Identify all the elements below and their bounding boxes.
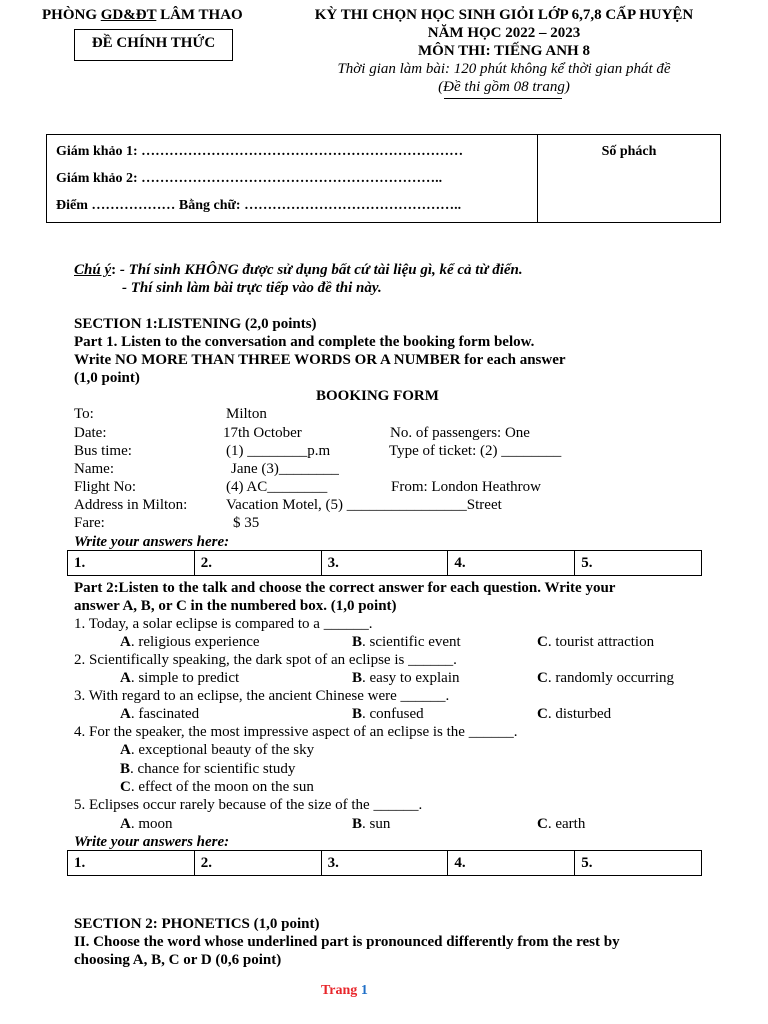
official-box: [74, 29, 233, 61]
page-footer: [321, 982, 368, 1000]
section2-instruction-2: choosing A, B, C or D (0,6 point): [74, 952, 282, 968]
q3-option-c: C. disturbed: [537, 706, 612, 722]
q1-option-a: A. religious experience: [120, 634, 260, 650]
form-address-value: Vacation Motel, (5) ________________Street: [226, 497, 502, 513]
option-text: confused: [369, 706, 424, 722]
q4-option-c: C. effect of the moon on the sun: [120, 779, 314, 795]
part2-instruction-2: answer A, B, or C in the numbered box. (1,0 point): [74, 598, 397, 614]
answer-cell[interactable]: 4.: [448, 851, 575, 876]
page-count: (Đề thi gồm 08 trang): [438, 79, 570, 95]
answer-cell[interactable]: 3.: [321, 851, 448, 876]
form-name-value: Jane (3)________: [231, 461, 339, 477]
subject: MÔN THI: TIẾNG ANH 8: [418, 43, 590, 59]
option-text: sun: [369, 816, 391, 832]
option-letter: B: [352, 634, 363, 650]
option-letter: C: [537, 816, 548, 832]
option-text: chance for scientific study: [137, 761, 296, 777]
form-flight-value: (4) AC________: [226, 479, 328, 495]
option-letter: B: [352, 816, 363, 832]
q5-option-b: B. sun: [352, 816, 391, 832]
answer-cell[interactable]: 5.: [575, 851, 702, 876]
q5-option-a: A. moon: [120, 816, 173, 832]
booking-form-title: BOOKING FORM: [316, 388, 439, 404]
part1-instruction-1: Part 1. Listen to the conversation and complete the booking form below.: [74, 334, 535, 350]
form-fare-value: $ 35: [233, 515, 260, 531]
option-text: fascinated: [138, 706, 200, 722]
option-letter: A: [120, 706, 131, 722]
form-to-value: Milton: [226, 406, 267, 422]
part1-write-here: Write your answers here:: [74, 534, 230, 550]
form-fare-label: Fare:: [74, 515, 105, 531]
examiner-box: [46, 134, 721, 223]
part1-instruction-3: (1,0 point): [74, 370, 140, 386]
option-text: tourist attraction: [555, 634, 655, 650]
option-text: randomly occurring: [555, 670, 675, 686]
q2-option-b: B. easy to explain: [352, 670, 460, 686]
form-passengers: No. of passengers: One: [390, 425, 530, 441]
form-name-label: Name:: [74, 461, 114, 477]
option-text: effect of the moon on the sun: [138, 779, 314, 795]
school-year: NĂM HỌC 2022 – 2023: [427, 25, 581, 41]
question-2: 2. Scientifically speaking, the dark spot of an eclipse is ______.: [74, 652, 457, 668]
form-bus-label: Bus time:: [74, 443, 132, 459]
answer-cell[interactable]: 2.: [194, 851, 321, 876]
option-letter: A: [120, 742, 131, 758]
option-letter: B: [352, 706, 363, 722]
form-flight-label: Flight No:: [74, 479, 137, 495]
q4-option-b: B. chance for scientific study: [120, 761, 296, 777]
note-line-1: [74, 261, 523, 279]
option-text: easy to explain: [369, 670, 460, 686]
so-phach-label: Số phách: [601, 144, 657, 159]
option-letter: C: [537, 670, 548, 686]
note-text-1: - Thí sinh KHÔNG được sử dụng bất cứ tài liệu gì, kể cả từ điển.: [119, 262, 523, 278]
option-letter: C: [120, 779, 131, 795]
option-text: scientific event: [369, 634, 461, 650]
question-4: 4. For the speaker, the most impressive aspect of an eclipse is the ______.: [74, 724, 518, 740]
section1-title: SECTION 1:LISTENING (2,0 points): [74, 316, 317, 332]
q2-option-a: A. simple to predict: [120, 670, 240, 686]
q4-option-a: A. exceptional beauty of the sky: [120, 742, 315, 758]
q1-option-b: B. scientific event: [352, 634, 461, 650]
question-5: 5. Eclipses occur rarely because of the size of the ______.: [74, 797, 423, 813]
option-letter: B: [352, 670, 363, 686]
option-text: simple to predict: [138, 670, 240, 686]
question-3: 3. With regard to an eclipse, the ancient Chinese were ______.: [74, 688, 450, 704]
department-name: PHÒNG GD&ĐT LÂM THAO: [42, 7, 243, 23]
answer-cell[interactable]: 2.: [194, 551, 321, 576]
form-from: From: London Heathrow: [391, 479, 541, 495]
option-letter: A: [120, 634, 131, 650]
footer-page-number: 1: [360, 983, 368, 998]
option-text: exceptional beauty of the sky: [138, 742, 315, 758]
option-letter: A: [120, 670, 131, 686]
answer-cell[interactable]: 5.: [575, 551, 702, 576]
note-text-2: - Thí sinh làm bài trực tiếp vào đề thi này.: [122, 280, 382, 296]
exam-time: Thời gian làm bài: 120 phút không kể thời gian phát đề: [337, 61, 671, 77]
answer-cell[interactable]: 3.: [321, 551, 448, 576]
q1-option-c: C. tourist attraction: [537, 634, 655, 650]
answer-cell[interactable]: 1.: [68, 851, 195, 876]
question-1: 1. Today, a solar eclipse is compared to a ______.: [74, 616, 373, 632]
form-ticket: Type of ticket: (2) ________: [389, 443, 562, 459]
part2-write-here: Write your answers here:: [74, 834, 230, 850]
option-letter: A: [120, 816, 131, 832]
form-date-value: 17th October: [223, 425, 302, 441]
option-text: moon: [138, 816, 173, 832]
form-date-label: Date:: [74, 425, 107, 441]
exam-title: KỲ THI CHỌN HỌC SINH GIỎI LỚP 6,7,8 CẤP HUYỆN: [314, 7, 694, 23]
section2-title: SECTION 2: PHONETICS (1,0 point): [74, 916, 320, 932]
official-label: ĐỀ CHÍNH THỨC: [91, 35, 216, 51]
option-letter: C: [537, 634, 548, 650]
answer-cell[interactable]: 1.: [68, 551, 195, 576]
header-divider: [444, 98, 562, 99]
part2-answer-table: [67, 850, 702, 876]
part1-answer-table: [67, 550, 702, 576]
q3-option-b: B. confused: [352, 706, 424, 722]
examiner-1-line: Giám khảo 1: ……………………………………………………………: [56, 144, 464, 159]
form-to-label: To:: [74, 406, 94, 422]
q2-option-c: C. randomly occurring: [537, 670, 675, 686]
note-label: Chú ý: [74, 262, 112, 278]
footer-label: Trang: [321, 983, 358, 998]
part2-instruction-1: Part 2:Listen to the talk and choose the correct answer for each question. Write your: [74, 580, 616, 596]
option-text: disturbed: [555, 706, 612, 722]
form-address-label: Address in Milton:: [74, 497, 188, 513]
note-colon: :: [111, 262, 120, 278]
q5-option-c: C. earth: [537, 816, 586, 832]
option-letter: B: [120, 761, 131, 777]
examiner-2-line: Giám khảo 2: ………………………………………………………..: [56, 171, 443, 186]
q3-option-a: A. fascinated: [120, 706, 200, 722]
option-text: religious experience: [138, 634, 260, 650]
option-text: earth: [555, 816, 586, 832]
form-bus-value: (1) ________p.m: [226, 443, 331, 459]
answer-cell[interactable]: 4.: [448, 551, 575, 576]
part1-instruction-2: Write NO MORE THAN THREE WORDS OR A NUMBER for each answer: [74, 352, 566, 368]
option-letter: C: [537, 706, 548, 722]
score-line: Điểm ……………… Bằng chữ: ………………………………………..: [56, 198, 462, 213]
section2-instruction-1: II. Choose the word whose underlined part is pronounced differently from the rest by: [74, 934, 620, 950]
